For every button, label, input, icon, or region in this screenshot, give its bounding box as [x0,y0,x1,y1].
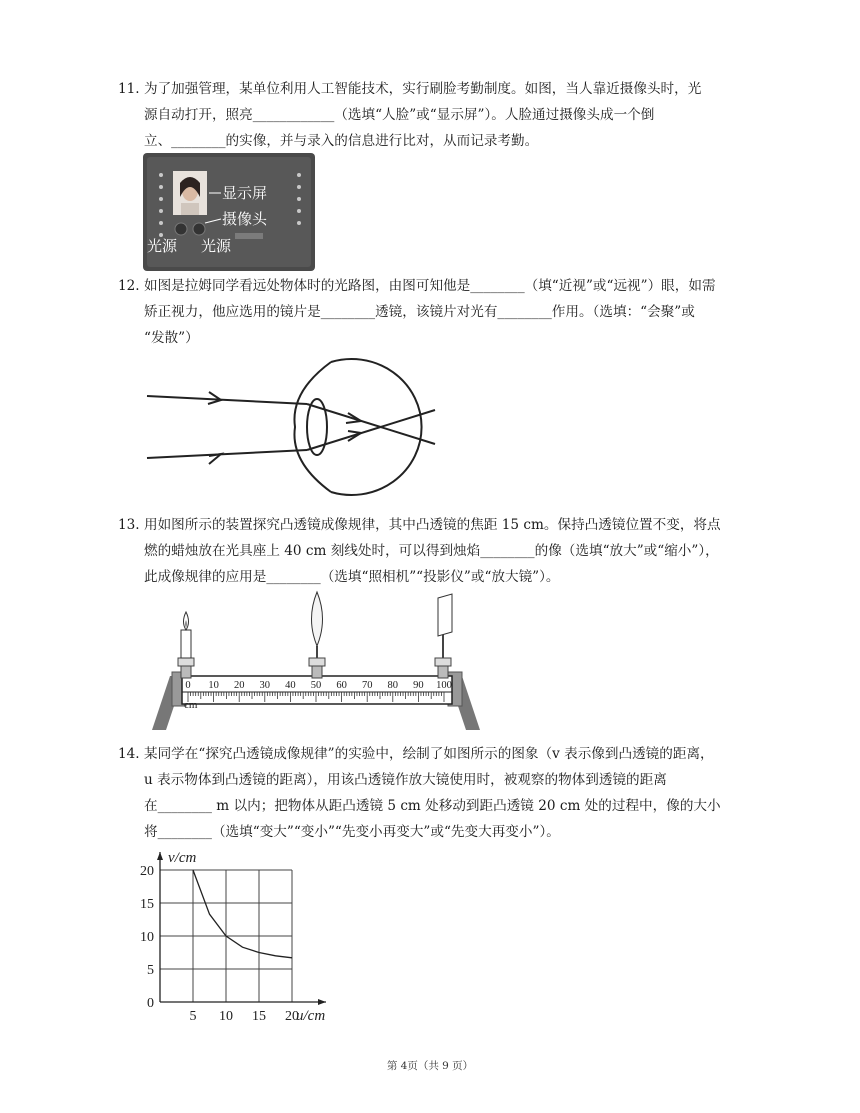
x-tick-label: 15 [252,1009,266,1024]
question-number: 14. [118,746,140,762]
question-13 [118,512,766,590]
uv-graph [132,840,352,1030]
camera-lens [175,223,187,235]
ruler-tick-label: 50 [310,680,322,691]
incoming-ray-bottom [147,450,307,458]
ruler-tick-label: 30 [259,680,271,691]
ruler-tick-label: 80 [387,680,399,691]
question-text: 矫正视力，他应选用的镜片是________透镜，该镜片对光有________作用。（选填：“会聚”或 [144,304,695,320]
face-recognition-photo [143,153,315,271]
ruler-tick-label: 20 [233,680,245,691]
question-text: 在________ m 以内；把物体从距凸透镜 5 cm 处移动到距凸透镜 20 cm 处的过程中，像的大小 [144,798,721,814]
ruler-tick-label: 70 [361,680,373,691]
optical-bench-diagram [148,590,484,732]
question-number: 13. [118,517,140,533]
ruler-tick-label: 90 [413,680,424,691]
x-axis-label: u/cm [296,1008,326,1024]
question-11 [118,76,766,154]
question-text: u 表示物体到凸透镜的距离），用该凸透镜作放大镜使用时，被观察的物体到透镜的距离 [144,772,667,788]
question-text: 源自动打开，照亮____________（选填“人脸”或“显示屏”）。人脸通过摄像头成一个倒 [144,107,655,123]
question-text: 为了加强管理，某单位利用人工智能技术，实行刷脸考勤制度。如图，当人靠近摄像头时，光 [144,81,702,97]
ruler-tick-label: 10 [208,680,219,691]
x-axis-arrow [318,999,326,1005]
ruler-tick-label: 40 [285,680,296,691]
question-12 [118,273,766,351]
y-tick-label: 0 [147,996,154,1011]
y-axis-arrow [157,852,163,860]
convex-lens [309,592,325,678]
incoming-ray-top [147,396,307,404]
label-light-source-right: 光源 [201,237,232,255]
question-number: 11. [118,81,140,97]
cornea [294,362,331,492]
y-tick-label: 5 [147,963,154,978]
uv-curve [193,870,292,958]
ruler-tick-label: 100 [436,680,452,691]
question-text: 某同学在“探究凸透镜成像规律”的实验中，绘制了如图所示的图象（v 表示像到凸透镜的距离， [144,746,714,762]
ruler-tick-label: 60 [336,680,347,691]
label-display-screen: 显示屏 [222,184,268,202]
eyeball-outline [331,359,422,495]
question-text: “发散”） [144,330,199,346]
x-tick-label: 5 [189,1009,197,1024]
light-screen [435,594,452,678]
y-tick-label: 20 [140,864,154,879]
page-footer: 第 4页（共 9 页） [386,1060,474,1072]
eye-light-path-diagram [145,352,445,502]
question-text: 燃的蜡烛放在光具座上 40 cm 刻线处时，可以得到烛焰________的像（选填“放大”或“缩小”）， [144,543,719,559]
label-light-source-left: 光源 [147,237,178,255]
x-tick-label: 20 [285,1009,299,1024]
question-text: 立、________的实像，并与录入的信息进行比对，从而记录考勤。 [144,133,539,149]
candle [178,612,194,678]
x-tick-label: 10 [219,1009,233,1024]
label-camera: 摄像头 [222,210,268,228]
question-text: 用如图所示的装置探究凸透镜成像规律，其中凸透镜的焦距 15 cm。保持凸透镜位置不变，将点 [144,517,721,533]
y-tick-label: 15 [140,897,154,912]
ruler-tick-label: 0 [185,680,191,691]
question-text: 如图是拉姆同学看远处物体时的光路图，由图可知他是________（填“近视”或“远视”）眼，如需 [144,278,716,294]
question-text: 将________（选填“变大”“变小”“先变小再变大”或“先变大再变小”）。 [144,824,560,840]
question-text: 此成像规律的应用是________（选填“照相机”“投影仪”或“放大镜”）。 [144,569,560,585]
camera-lens [193,223,205,235]
ruler-unit: cm [184,699,198,711]
question-number: 12. [118,278,140,294]
question-14 [118,741,766,845]
y-tick-label: 10 [140,930,154,945]
y-axis-label: v/cm [168,850,197,866]
